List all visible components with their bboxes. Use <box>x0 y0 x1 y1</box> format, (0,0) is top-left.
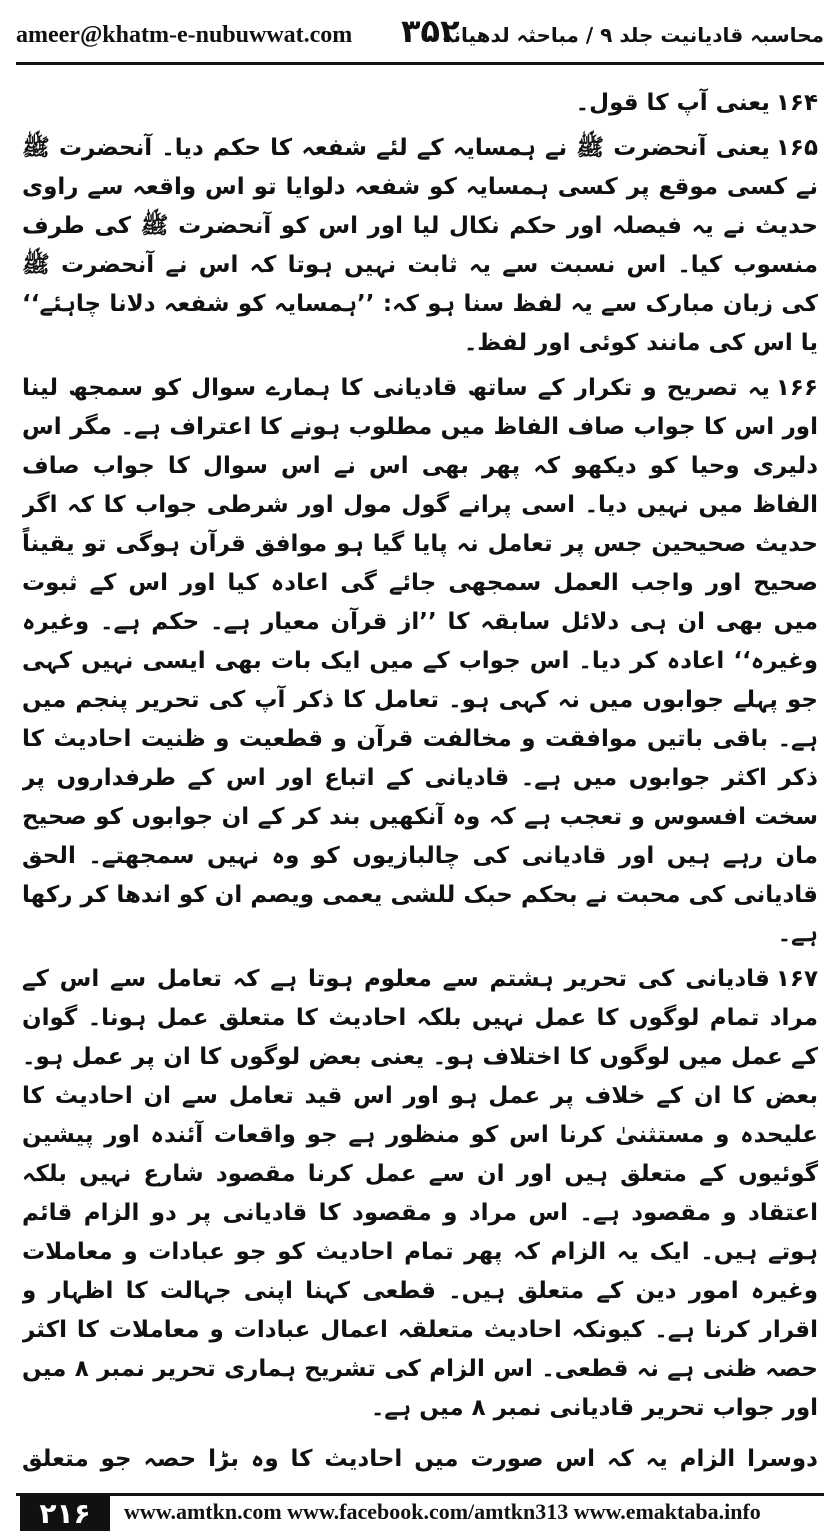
footnote-164 <box>22 84 818 123</box>
footnote-text: یعنی آنحضرت ﷺ نے ہمسایہ کے لئے شفعہ کا حکم دیا۔ آنحضرت ﷺ نے کسی موقع پر کسی ہمسایہ کو شفعہ دلوایا تو اس واقعہ سے راوی حدیث نے یہ فیصلہ اور حکم نکال لیا اور اس کو آنحضرت ﷺ کی طرف منسوب کیا۔ اس نسبت سے یہ ثابت نہیں ہوتا کہ اس نے آنحضرت ﷺ کی زبان مبارک سے یہ لفظ سنا ہو کہ: ’’ہمسایہ کو شفعہ دلانا چاہئے‘‘ یا اس کی مانند کوئی اور لفظ۔ <box>22 135 818 356</box>
footnote-number: ۱۶۶ <box>775 375 818 401</box>
footnote-165 <box>22 129 818 363</box>
footer-rule <box>16 1493 824 1496</box>
footnote-number: ۱۶۷ <box>775 966 818 992</box>
footnote-text: یہ تصریح و تکرار کے ساتھ قادیانی کا ہمارے سوال کو سمجھ لینا اور اس کا جواب صاف الفاظ میں مطلوب ہونے کا اعتراف ہے۔ مگر اس دلیری وحیا کو دیکھو کہ پھر بھی اس نے اس سوال کا جواب صاف الفاظ میں نہیں دیا۔ اسی پرانے گول مول اور شرطی جواب کا کہ اگر حدیث صحیحین جس پر تعامل نہ پایا گیا ہو موافق قرآن ہوگی تو یقیناً صحیح اور واجب العمل سمجھی جائے گی اعادہ کیا اور اس کے ثبوت میں بھی ان ہی دلائل سابقہ کا ’’از قرآن معیار ہے۔ حکم ہے۔ وغیرہ وغیرہ‘‘ اعادہ کر دیا۔ اس جواب کے میں ایک بات بھی ایسی نہیں کہی جو پہلے جوابوں میں نہ کہی ہو۔ تعامل کا ذکر آپ کی تحریر پنجم میں ہے۔ باقی باتیں موافقت و مخالفت قرآن و قطعیت و ظنیت احادیث کا ذکر اکثر جوابوں میں ہے۔ قادیانی کے اتباع اور اس کے طرفداروں پر سخت افسوس و تعجب ہے کہ وہ آنکھیں بند کر کے ان جوابوں کو صحیح مان رہے ہیں اور قادیانی کی چالبازیوں کو وہ نہیں سمجھتے۔ الحق قادیانی کی محبت نے بحکم حبک للشی یعمی ویصم ان کو اندھا کر رکھا ہے۔ <box>22 375 818 947</box>
folio-number: ۲۱۶ <box>20 1495 110 1531</box>
page-header <box>16 10 824 60</box>
footnote-167 <box>22 960 818 1428</box>
page-footer <box>16 1493 824 1533</box>
footnote-166 <box>22 369 818 954</box>
page-number: ۳۵۲ <box>401 12 460 50</box>
footer-links: www.amtkn.com www.facebook.com/amtkn313 www.emaktaba.info <box>124 1499 761 1524</box>
footnote-number: ۱۶۵ <box>775 135 818 161</box>
footnote-number: ۱۶۴ <box>775 90 818 116</box>
page-body <box>22 84 818 1486</box>
paragraph-text: دوسرا الزام یہ کہ اس صورت میں احادیث کا وہ بڑا حصہ جو متعلق <box>22 1446 818 1472</box>
paragraph-second-charge <box>22 1440 818 1486</box>
header-email: ameer@khatm-e-nubuwwat.com <box>16 21 353 48</box>
header-rule <box>16 62 824 65</box>
book-title: محاسبہ قادیانیت جلد ۹ / مباحثہ لدھیانہ <box>441 23 824 47</box>
footnote-text: یعنی آپ کا قول۔ <box>575 90 770 116</box>
footnote-text: قادیانی کی تحریر ہشتم سے معلوم ہوتا ہے کہ تعامل سے اس کے مراد تمام لوگوں کا عمل نہیں بلکہ احادیث کا متعلق عمل ہونا۔ گوان کے عمل میں لوگوں کا اختلاف ہو۔ یعنی بعض لوگوں کا ان پر عمل ہو۔ بعض کا ان کے خلاف پر عمل ہو اور اس قید تعامل سے ان احادیث کا علیحدہ و مستثنیٰ کرنا اس کو منظور ہے جو واقعات آئندہ اور پیشین گوئیوں کے متعلق ہیں اور ان سے عمل کرنا مقصود شارع نہیں بلکہ اعتقاد و مقصود ہے۔ اس مراد و مقصود کا قادیانی پر دو الزام قائم ہوتے ہیں۔ ایک یہ الزام کہ پھر تمام احادیث کو جو عبادات و معاملات وغیرہ امور دین کے متعلق ہیں۔ قطعی کہنا اپنی جہالت کا اظہار و اقرار کرنا ہے۔ کیونکہ احادیث متعلقہ اعمال عبادات و معاملات کا اکثر حصہ ظنی ہے نہ قطعی۔ اس الزام کی تشریح ہماری تحریر نمبر ۸ میں اور جواب تحریر قادیانی نمبر ۸ میں ہے۔ <box>22 966 818 1421</box>
